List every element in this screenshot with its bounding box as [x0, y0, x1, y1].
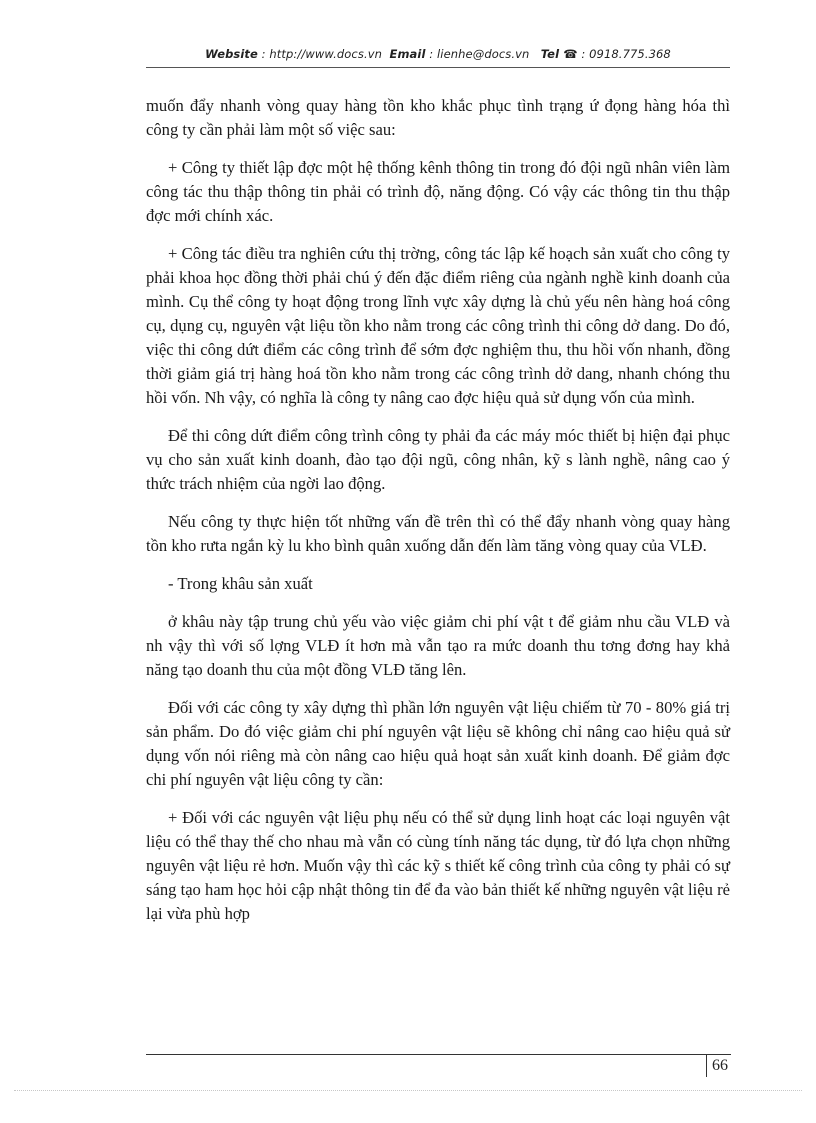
- tel-separator: :: [577, 47, 590, 61]
- paragraph: Nếu công ty thực hiện tốt những vấn đề trên thì có thể đẩy nhanh vòng quay hàng tồn kho rưta ngắn kỳ lu kho bình quân xuống dẫn đến làm tăng vòng quay của VLĐ.: [146, 512, 730, 555]
- email-value[interactable]: lienhe@docs.vn: [437, 47, 530, 61]
- page-header: [146, 47, 730, 61]
- header-divider: [146, 67, 730, 68]
- website-label: Website: [205, 47, 258, 61]
- website-url[interactable]: http://www.docs.vn: [269, 47, 382, 61]
- tel-label: Tel ☎: [540, 47, 578, 61]
- paragraph: muốn đẩy nhanh vòng quay hàng tồn kho khắc phục tình trạng ứ đọng hàng hóa thì công ty cần phải làm một số việc sau:: [146, 96, 730, 139]
- website-separator: :: [257, 47, 270, 61]
- paragraph: ở khâu này tập trung chủ yếu vào việc giảm chi phí vật t để giảm nhu cầu VLĐ và nh vậy thì với số lợng VLĐ ít hơn mà vẫn tạo ra mức doanh thu tơng đơng hay khả năng tạo doanh thu của một đồng VLĐ tăng lên.: [146, 612, 730, 679]
- tel-value: 0918.775.368: [589, 47, 671, 61]
- paragraph: Đối với các công ty xây dựng thì phần lớn nguyên vật liệu chiếm từ 70 - 80% giá trị sản phẩm. Do đó việc giảm chi phí nguyên vật liệu sẽ không chỉ nâng cao hiệu quả sử dụng vốn nói riêng mà còn nâng cao hiệu quả hoạt sản xuất kinh doanh. Để giảm đợc chi phí nguyên vật liệu công ty cần:: [146, 698, 730, 789]
- footer-divider: [146, 1054, 706, 1055]
- paragraph: Để thi công dứt điểm công trình công ty phải đa các máy móc thiết bị hiện đại phục vụ cho sản xuất kinh doanh, đào tạo đội ngũ, công nhân, kỹ s lành nghề, nâng cao ý thức trách nhiệm của ngời lao động.: [146, 426, 730, 493]
- paragraph: - Trong khâu sản xuất: [168, 574, 313, 593]
- page-bottom-dotted-line: [14, 1090, 802, 1091]
- page-number: 66: [712, 1057, 728, 1074]
- email-separator: :: [425, 47, 437, 61]
- paragraph: + Công tác điều tra nghiên cứu thị trờng, công tác lập kế hoạch sản xuất cho công ty phải khoa học đồng thời phải chú ý đến đặc điểm riêng của ngành nghề kinh doanh của mình. Cụ thể công ty hoạt động trong lĩnh vực xây dựng là chủ yếu nên hàng hoá công cụ, dụng cụ, nguyên vật liệu tồn kho nằm trong các công trình thi công dở dang. Do đó, việc thi công dứt điểm các công trình để sớm đợc nghiệm thu, thu hồi vốn nhanh, đồng thời giảm giá trị hàng hoá tồn kho nằm trong các công trình dở dang, nhanh chóng thu hồi vốn. Nh vậy, có nghĩa là công ty nâng cao đợc hiệu quả sử dụng vốn của mình.: [146, 244, 730, 407]
- email-label: Email: [389, 47, 426, 61]
- paragraph: + Công ty thiết lập đợc một hệ thống kênh thông tin trong đó đội ngũ nhân viên làm công tác thu thập thông tin phải có trình độ, năng động. Có vậy các thông tin thu thập đợc mới chính xác.: [146, 158, 730, 225]
- document-body: [146, 94, 730, 940]
- paragraph: + Đối với các nguyên vật liệu phụ nếu có thể sử dụng linh hoạt các loại nguyên vật liệu có thể thay thế cho nhau mà vẫn có cùng tính năng tác dụng, từ đó lựa chọn những nguyên vật liệu rẻ hơn. Muốn vậy thì các kỹ s thiết kế công trình của công ty phải có sự sáng tạo ham học hỏi cập nhật thông tin để đa vào bản thiết kế những nguyên vật liệu rẻ lại vừa phù hợp: [146, 808, 730, 923]
